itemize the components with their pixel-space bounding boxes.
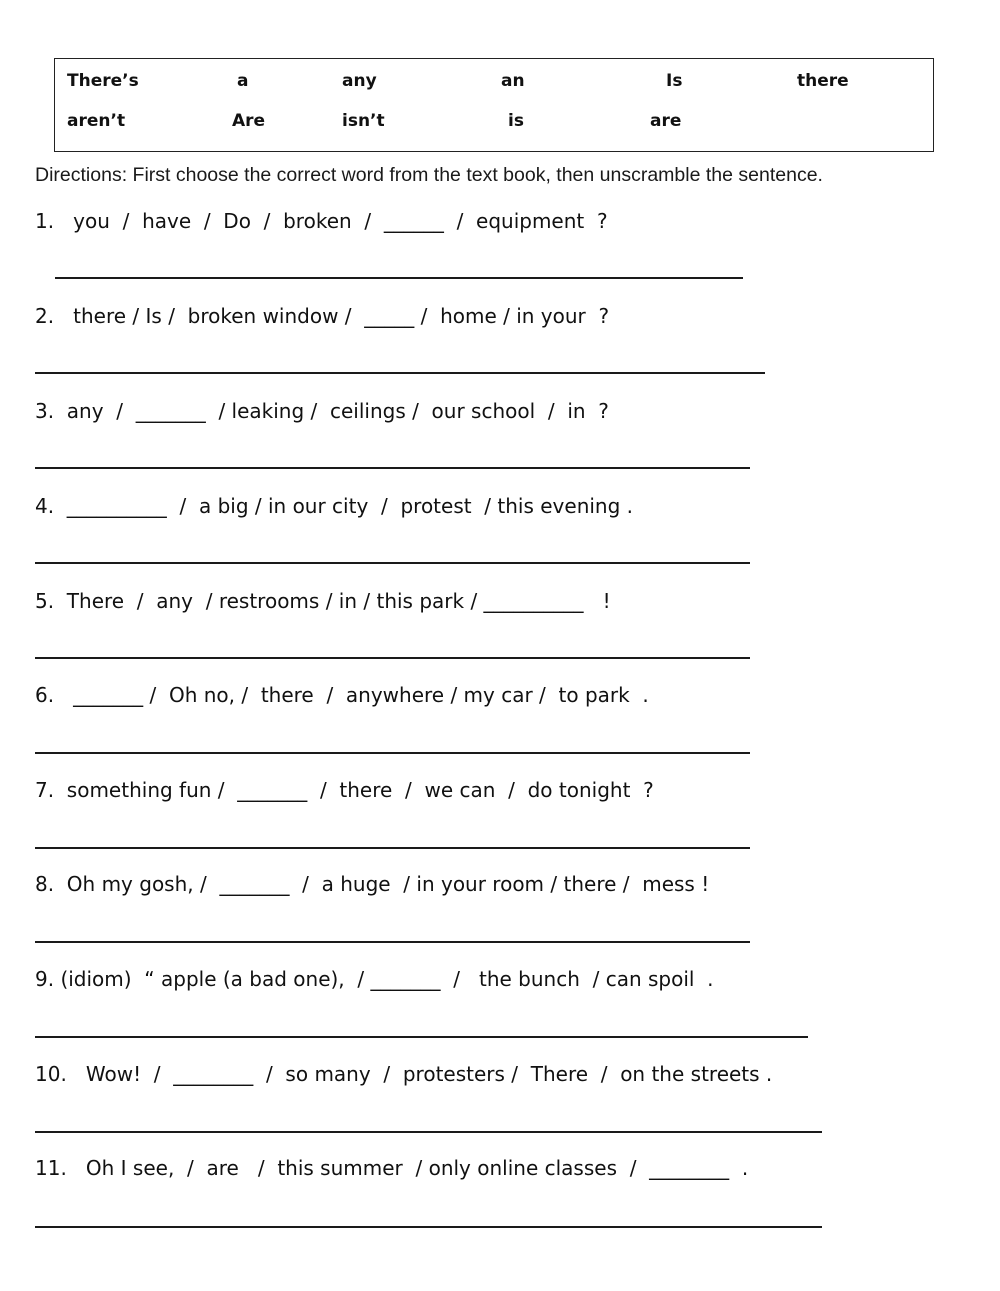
word-bank-word: There’s [67,71,139,91]
word-bank-word: an [501,71,525,91]
answer-line-6[interactable] [35,752,750,754]
question-10: 10. Wow! / ________ / so many / protesters / There / on the streets . [35,1062,773,1086]
answer-line-1[interactable] [55,277,743,279]
question-4: 4. __________ / a big / in our city / protest / this evening . [35,494,634,518]
answer-line-4[interactable] [35,562,750,564]
question-11: 11. Oh I see, / are / this summer / only online classes / ________ . [35,1156,749,1180]
word-bank-word: is [508,111,524,131]
answer-line-2[interactable] [35,372,765,374]
question-7: 7. something fun / _______ / there / we can / do tonight ? [35,778,654,802]
word-bank-word: Are [232,111,266,131]
question-5: 5. There / any / restrooms / in / this park / __________ ! [35,589,611,613]
word-bank-word: isn’t [342,111,385,131]
question-2: 2. there / Is / broken window / _____ / home / in your ? [35,304,610,328]
answer-line-5[interactable] [35,657,750,659]
question-3: 3. any / _______ / leaking / ceilings / our school / in ? [35,399,609,423]
directions-text: Directions: First choose the correct word from the text book, then unscramble the sentence. [35,164,823,186]
question-6: 6. _______ / Oh no, / there / anywhere / my car / to park . [35,683,649,707]
answer-line-9[interactable] [35,1036,808,1038]
answer-line-10[interactable] [35,1131,822,1133]
word-bank-word: any [342,71,377,91]
question-9: 9. (idiom) “ apple (a bad one), / _______ / the bunch / can spoil . [35,967,714,991]
word-bank-word: Is [666,71,683,91]
answer-line-8[interactable] [35,941,750,943]
question-1: 1. you / have / Do / broken / ______ / equipment ? [35,209,608,233]
word-bank-word: there [797,71,849,91]
word-bank-word: a [237,71,249,91]
word-bank-box [54,58,934,152]
question-8: 8. Oh my gosh, / _______ / a huge / in your room / there / mess ! [35,872,710,896]
answer-line-11[interactable] [35,1226,822,1228]
answer-line-3[interactable] [35,467,750,469]
word-bank-word: aren’t [67,111,126,131]
answer-line-7[interactable] [35,847,750,849]
word-bank-word: are [650,111,682,131]
